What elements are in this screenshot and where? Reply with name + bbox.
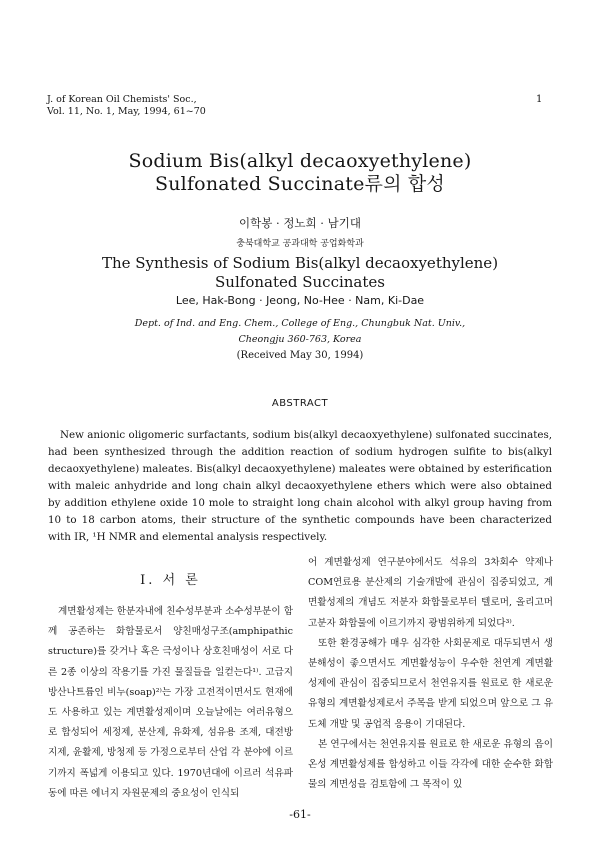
korean-title-line-2: Sulfonated Succinate류의 합성 bbox=[155, 173, 445, 195]
english-title-line-1: The Synthesis of Sodium Bis(alkyl decaoxyethylene) bbox=[101, 254, 499, 272]
english-affiliation bbox=[0, 316, 600, 348]
right-column bbox=[308, 553, 553, 795]
english-title bbox=[0, 254, 600, 292]
page-number: 1 bbox=[536, 94, 543, 105]
intro-paragraph-1-continued: 어 계면활성제 연구분야에서도 석유의 3차회수 약제나 COM연료용 분산제의 기술개발에 관심이 집중되었고, 계면활성제의 개념도 저분자 화합물로부터 텔로머, 올리고머 고분자 화합물에 이르기까지 광범위하게 되었다³⁾. bbox=[308, 557, 553, 629]
abstract-heading: ABSTRACT bbox=[271, 398, 329, 409]
korean-authors: 이학봉 · 정노희 · 남기대 bbox=[239, 216, 361, 230]
left-column bbox=[48, 602, 293, 804]
english-authors: Lee, Hak-Bong · Jeong, No-Hee · Nam, Ki-Dae bbox=[175, 294, 425, 307]
journal-line-2: Vol. 11, No. 1, May, 1994, 61~70 bbox=[47, 106, 206, 117]
korean-affiliation: 충북대학교 공과대학 공업화학과 bbox=[236, 239, 364, 249]
intro-paragraph-2: 또한 환경공해가 매우 심각한 사회문제로 대두되면서 생분해성이 좋으면서도 계면활성능이 우수한 천연계 계면활성제에 관심이 집중되므로서 천연유지를 원료로 한 새로운 유형의 계면활성제로서 주목을 받게 되었으며 앞으로 그 유도체 개발 및 공업적 응용이 기대된다. bbox=[308, 637, 553, 730]
page-footer-number: -61- bbox=[289, 808, 311, 821]
intro-paragraph-1: 계면활성제는 한분자내에 친수성부분과 소수성부분이 함께 공존하는 화합물로서 양친매성구조(amphipathic structure)를 갖거나 혹은 극성이나 상호친매성이 서로 다른 2종 이상의 작용기를 가진 물질들을 일컫는다¹⁾. 고급지방산나트륨인 비누(soap)²⁾는 가장 고전적이면서도 현재에도 사용하고 있는 계면활성제이며 오늘날에는 여러유형으로 합성되어 세정제, 분산제, 유화제, 섬유용 조제, 대전방지제, 윤활제, 방청제 등 가정으로부터 산업 각 분야에 이르기까지 폭넓게 이용되고 있다. 1970년대에 이르러 석유파동에 따른 에너지 자원문제의 중요성이 인식되 bbox=[48, 606, 293, 799]
introduction-heading: I. 서 론 bbox=[140, 573, 201, 588]
english-affiliation-line-2: Cheongju 360-763, Korea bbox=[238, 334, 362, 345]
received-date: (Received May 30, 1994) bbox=[236, 350, 364, 361]
english-affiliation-line-1: Dept. of Ind. and Eng. Chem., College of Eng., Chungbuk Nat. Univ., bbox=[134, 318, 466, 329]
korean-title-line-1: Sodium Bis(alkyl decaoxyethylene) bbox=[128, 150, 472, 172]
english-title-line-2: Sulfonated Succinates bbox=[215, 273, 385, 291]
journal-citation bbox=[47, 94, 206, 118]
korean-title bbox=[0, 150, 600, 196]
journal-line-1: J. of Korean Oil Chemists' Soc., bbox=[47, 94, 197, 105]
abstract-text: New anionic oligomeric surfactants, sodium bis(alkyl decaoxyethylene) sulfonated succinates, had been synthesized through the addition reaction of sodium hydrogen sulfite to bis(alkyl decaoxyethylene) maleates. Bis(alkyl decaoxyethylene) maleates were obtained by esterification with maleic anhydride and long chain alkyl decaoxyethylene ethers which were also obtained by addition ethylene oxide 10 mole to straight long chain alcohol with alkyl group having from 10 to 18 carbon atoms, their structure of the synthetic compounds have been characterized with IR, ¹H NMR and elemental analysis respectively. bbox=[48, 429, 552, 543]
intro-paragraph-3: 본 연구에서는 천연유지를 원료로 한 새로운 유형의 음이온성 계면활성제를 합성하고 이들 각각에 대한 순수한 화합물의 계면성을 검토함에 그 목적이 있 bbox=[308, 738, 553, 791]
